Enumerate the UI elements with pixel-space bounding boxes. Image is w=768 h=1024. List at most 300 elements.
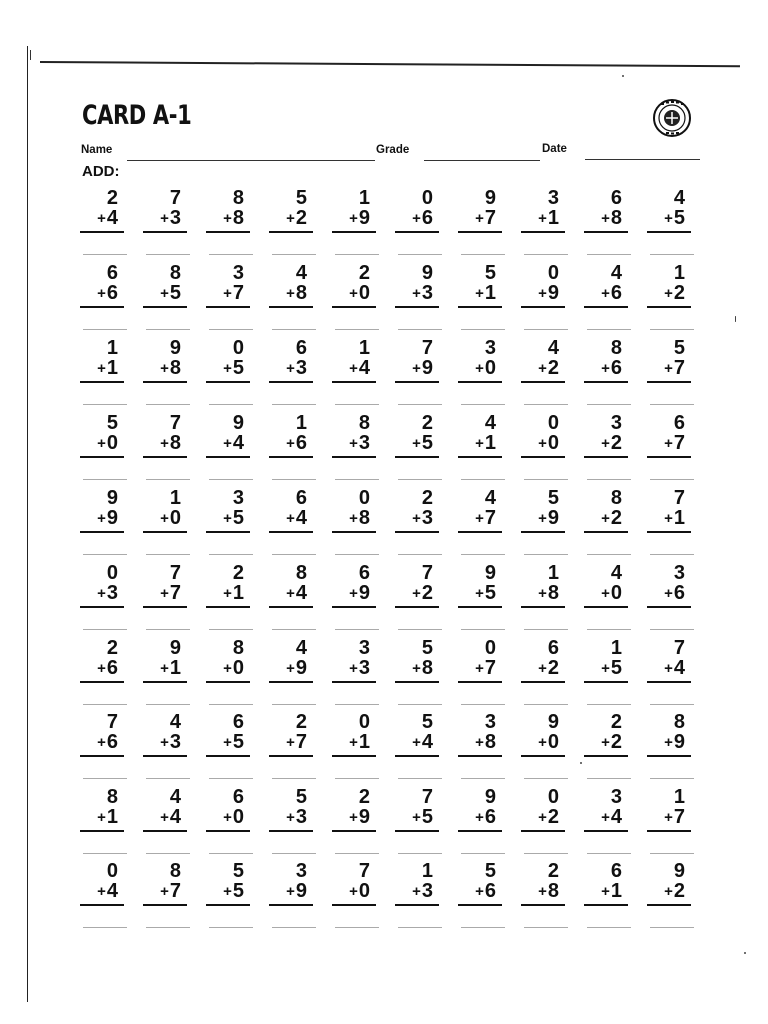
addend-bottom: 6 [106,282,118,304]
addend-bottom-row [97,208,118,230]
answer-line[interactable] [521,755,565,757]
answer-line[interactable] [458,306,502,308]
addend-top: 8 [169,860,181,882]
addition-problem [583,263,631,323]
addend-top: 2 [106,187,118,209]
answer-line[interactable] [143,456,187,458]
plus-sign: + [664,285,673,302]
row-separator [209,329,253,330]
addend-bottom: 0 [484,357,496,379]
addend-top: 0 [358,711,370,733]
row-separator [335,778,379,779]
addend-bottom: 9 [673,731,685,753]
row-separator [272,927,316,928]
addend-top: 2 [421,412,433,434]
addend-bottom: 5 [610,657,622,679]
addend-bottom: 0 [106,432,118,454]
addition-problem [583,638,631,698]
row-separator [398,927,442,928]
addend-top: 3 [547,187,559,209]
answer-line[interactable] [206,755,250,757]
answer-line[interactable] [647,830,691,832]
row-separator [650,629,694,630]
addend-bottom: 8 [358,507,370,529]
addition-problem [205,861,253,921]
row-separator [146,629,190,630]
answer-line[interactable] [647,755,691,757]
addend-bottom: 0 [358,880,370,902]
addend-bottom-row [349,583,370,605]
scan-speck [744,952,746,954]
addend-bottom: 7 [673,432,685,454]
addend-top: 9 [484,187,496,209]
addend-bottom-row [412,732,433,754]
addend-top: 1 [421,860,433,882]
answer-line[interactable] [647,231,691,233]
answer-line[interactable] [206,231,250,233]
answer-line[interactable] [332,231,376,233]
addition-problem [583,188,631,248]
plus-sign: + [412,285,421,302]
answer-line[interactable] [143,231,187,233]
addend-bottom-row [349,508,370,530]
addend-bottom-row [160,358,181,380]
addition-problem [331,563,379,623]
answer-line[interactable] [458,830,502,832]
answer-line[interactable] [458,904,502,906]
plus-sign: + [538,809,547,826]
answer-line[interactable] [80,904,124,906]
answer-line[interactable] [143,306,187,308]
answer-line[interactable] [584,904,628,906]
answer-line[interactable] [143,606,187,608]
addend-top: 2 [106,637,118,659]
addend-bottom-row [160,508,181,530]
addend-bottom: 5 [484,582,496,604]
answer-line[interactable] [584,531,628,533]
addend-bottom-row [97,658,118,680]
answer-line[interactable] [206,830,250,832]
answer-line[interactable] [143,755,187,757]
addend-top: 6 [232,786,244,808]
addition-problem [457,413,505,473]
row-separator [524,554,568,555]
addend-top: 8 [610,337,622,359]
addend-bottom: 2 [547,657,559,679]
addend-top: 5 [232,860,244,882]
addend-bottom-row [412,658,433,680]
addend-bottom-row [223,658,244,680]
answer-line[interactable] [206,681,250,683]
addend-bottom-row [538,658,559,680]
addend-bottom-row [538,508,559,530]
addend-top: 7 [106,711,118,733]
answer-line[interactable] [395,381,439,383]
addition-problem [457,861,505,921]
answer-line[interactable] [332,531,376,533]
row-separator [209,554,253,555]
addition-problem [142,563,190,623]
addend-bottom: 7 [673,357,685,379]
answer-line[interactable] [269,606,313,608]
addend-top: 1 [295,412,307,434]
answer-line[interactable] [269,531,313,533]
answer-line[interactable] [269,830,313,832]
addend-bottom: 6 [610,282,622,304]
plus-sign: + [349,510,358,527]
row-separator [209,853,253,854]
addition-problem [520,638,568,698]
addend-bottom-row [349,807,370,829]
answer-line[interactable] [143,381,187,383]
plus-sign: + [601,285,610,302]
answer-line[interactable] [269,904,313,906]
answer-line[interactable] [584,231,628,233]
answer-line[interactable] [206,381,250,383]
addend-bottom-row [286,508,307,530]
answer-line[interactable] [584,306,628,308]
answer-line[interactable] [332,606,376,608]
answer-line[interactable] [458,456,502,458]
addend-bottom-row [664,732,685,754]
row-separator [83,853,127,854]
plus-sign: + [664,585,673,602]
answer-line[interactable] [395,531,439,533]
row-separator [524,853,568,854]
addend-bottom: 2 [610,507,622,529]
row-separator [272,254,316,255]
answer-line[interactable] [458,231,502,233]
answer-line[interactable] [584,606,628,608]
answer-line[interactable] [80,231,124,233]
addend-bottom-row [475,658,496,680]
addend-bottom-row [349,732,370,754]
addend-bottom: 3 [169,731,181,753]
answer-line[interactable] [458,381,502,383]
answer-line[interactable] [395,681,439,683]
addend-bottom-row [664,283,685,305]
addend-top: 5 [295,786,307,808]
addend-bottom-row [601,283,622,305]
addition-problem [268,712,316,772]
plus-sign: + [349,734,358,751]
addend-bottom: 8 [484,731,496,753]
addend-bottom-row [223,732,244,754]
answer-line[interactable] [143,681,187,683]
addend-bottom-row [475,732,496,754]
addend-top: 3 [673,562,685,584]
answer-line[interactable] [269,231,313,233]
answer-line[interactable] [332,381,376,383]
row-separator [83,778,127,779]
answer-line[interactable] [395,306,439,308]
answer-line[interactable] [269,456,313,458]
answer-line[interactable] [80,531,124,533]
plus-sign: + [223,809,232,826]
plus-sign: + [286,435,295,452]
plus-sign: + [664,510,673,527]
addend-top: 2 [295,711,307,733]
addend-top: 1 [169,487,181,509]
plus-sign: + [349,809,358,826]
addend-top: 6 [673,412,685,434]
addition-problem [583,787,631,847]
addend-top: 8 [232,637,244,659]
addend-bottom-row [538,732,559,754]
answer-line[interactable] [521,830,565,832]
answer-line[interactable] [143,904,187,906]
addend-bottom: 2 [610,432,622,454]
addend-bottom-row [97,508,118,530]
addend-bottom-row [664,508,685,530]
addend-bottom: 6 [106,731,118,753]
row-separator [272,629,316,630]
addition-problem [268,638,316,698]
addend-bottom: 8 [169,357,181,379]
addend-bottom: 4 [106,880,118,902]
answer-line[interactable] [269,306,313,308]
addition-problem [394,263,442,323]
addend-bottom-row [286,807,307,829]
answer-line[interactable] [647,904,691,906]
row-separator [524,704,568,705]
addend-bottom: 4 [295,582,307,604]
row-separator [209,778,253,779]
row-separator [272,479,316,480]
addend-bottom-row [286,358,307,380]
answer-line[interactable] [332,306,376,308]
answer-line[interactable] [332,681,376,683]
plus-sign: + [286,660,295,677]
addend-bottom-row [160,208,181,230]
answer-line[interactable] [458,531,502,533]
answer-line[interactable] [647,381,691,383]
addend-bottom-row [97,433,118,455]
addition-problem [520,338,568,398]
row-separator [524,329,568,330]
row-separator [461,479,505,480]
answer-line[interactable] [332,904,376,906]
answer-line[interactable] [647,306,691,308]
addend-bottom: 5 [673,207,685,229]
row-separator [461,404,505,405]
row-separator [83,404,127,405]
answer-line[interactable] [521,456,565,458]
answer-line[interactable] [80,306,124,308]
addend-top: 1 [106,337,118,359]
answer-line[interactable] [458,755,502,757]
addend-bottom: 6 [484,806,496,828]
plus-sign: + [664,660,673,677]
plus-sign: + [412,660,421,677]
answer-line[interactable] [521,606,565,608]
answer-line[interactable] [269,755,313,757]
card-title: CARD A-1 [82,100,192,131]
addend-bottom-row [538,208,559,230]
row-separator [461,704,505,705]
addend-bottom: 0 [232,657,244,679]
addend-top: 2 [232,562,244,584]
addend-bottom: 8 [169,432,181,454]
plus-sign: + [349,660,358,677]
addend-bottom: 3 [295,806,307,828]
addend-top: 7 [421,786,433,808]
addend-top: 3 [610,786,622,808]
plus-sign: + [538,510,547,527]
addend-bottom: 6 [610,357,622,379]
addition-problem [205,638,253,698]
answer-line[interactable] [206,606,250,608]
addition-problem [79,413,127,473]
addition-problem [331,712,379,772]
row-separator [209,254,253,255]
row-separator [146,704,190,705]
addend-bottom-row [97,583,118,605]
row-separator [587,329,631,330]
answer-line[interactable] [647,681,691,683]
addend-top: 7 [169,187,181,209]
addend-bottom: 1 [358,731,370,753]
plus-sign: + [538,435,547,452]
addend-bottom: 2 [610,731,622,753]
row-separator [650,704,694,705]
addition-problem [142,712,190,772]
answer-line[interactable] [458,681,502,683]
addend-bottom: 5 [421,432,433,454]
answer-line[interactable] [332,755,376,757]
answer-line[interactable] [647,531,691,533]
row-separator [398,778,442,779]
row-separator [524,927,568,928]
answer-line[interactable] [395,830,439,832]
row-separator [650,927,694,928]
addend-bottom-row [160,283,181,305]
addition-problem [142,638,190,698]
addition-problem [646,188,694,248]
addend-bottom: 2 [673,880,685,902]
plus-sign: + [412,510,421,527]
answer-line[interactable] [521,231,565,233]
row-separator [272,778,316,779]
answer-line[interactable] [395,231,439,233]
answer-line[interactable] [584,830,628,832]
answer-line[interactable] [206,456,250,458]
addend-bottom: 4 [421,731,433,753]
answer-line[interactable] [80,755,124,757]
answer-line[interactable] [521,904,565,906]
addend-top: 4 [169,711,181,733]
answer-line[interactable] [80,830,124,832]
row-separator [83,629,127,630]
answer-line[interactable] [584,381,628,383]
row-separator [209,629,253,630]
addend-top: 0 [106,562,118,584]
addition-problem [331,638,379,698]
addend-bottom-row [223,433,244,455]
answer-line[interactable] [395,456,439,458]
addend-bottom-row [97,358,118,380]
plus-sign: + [601,734,610,751]
addend-bottom-row [601,433,622,455]
answer-line[interactable] [269,381,313,383]
grade-label: Grade [376,144,410,156]
plus-sign: + [160,883,169,900]
row-separator [398,479,442,480]
row-separator [83,479,127,480]
answer-line[interactable] [584,456,628,458]
row-separator [146,254,190,255]
addition-problem [457,338,505,398]
addition-problem [520,563,568,623]
plus-sign: + [412,210,421,227]
answer-line[interactable] [584,681,628,683]
row-separator [146,927,190,928]
addition-problem [583,563,631,623]
plus-sign: + [601,809,610,826]
answer-line[interactable] [206,904,250,906]
addition-problem [583,338,631,398]
addition-problem [583,712,631,772]
answer-line[interactable] [80,381,124,383]
answer-line[interactable] [143,531,187,533]
answer-line[interactable] [647,606,691,608]
plus-sign: + [97,435,106,452]
answer-line[interactable] [395,904,439,906]
row-separator [83,554,127,555]
addition-problem [457,787,505,847]
plus-sign: + [475,660,484,677]
addend-top: 6 [610,187,622,209]
answer-line[interactable] [647,456,691,458]
plus-sign: + [160,510,169,527]
answer-line[interactable] [584,755,628,757]
addition-problem [457,488,505,548]
answer-line[interactable] [80,681,124,683]
answer-line[interactable] [521,306,565,308]
answer-line[interactable] [395,755,439,757]
row-separator [146,479,190,480]
addend-bottom-row [664,583,685,605]
addend-bottom-row [601,208,622,230]
answer-line[interactable] [206,306,250,308]
answer-line[interactable] [521,381,565,383]
addend-bottom-row [349,433,370,455]
plus-sign: + [286,510,295,527]
addend-bottom-row [160,658,181,680]
row-separator [461,329,505,330]
row-separator [587,254,631,255]
answer-line[interactable] [206,531,250,533]
addition-problem [79,563,127,623]
answer-line[interactable] [80,456,124,458]
answer-line[interactable] [143,830,187,832]
answer-line[interactable] [521,531,565,533]
addition-problem [142,263,190,323]
answer-line[interactable] [80,606,124,608]
row-separator [272,853,316,854]
plus-sign: + [412,883,421,900]
answer-line[interactable] [458,606,502,608]
answer-line[interactable] [332,830,376,832]
answer-line[interactable] [269,681,313,683]
answer-line[interactable] [395,606,439,608]
answer-line[interactable] [332,456,376,458]
answer-line[interactable] [521,681,565,683]
addend-bottom-row [601,881,622,903]
addition-problem [331,188,379,248]
addend-bottom-row [475,583,496,605]
addend-bottom: 8 [421,657,433,679]
